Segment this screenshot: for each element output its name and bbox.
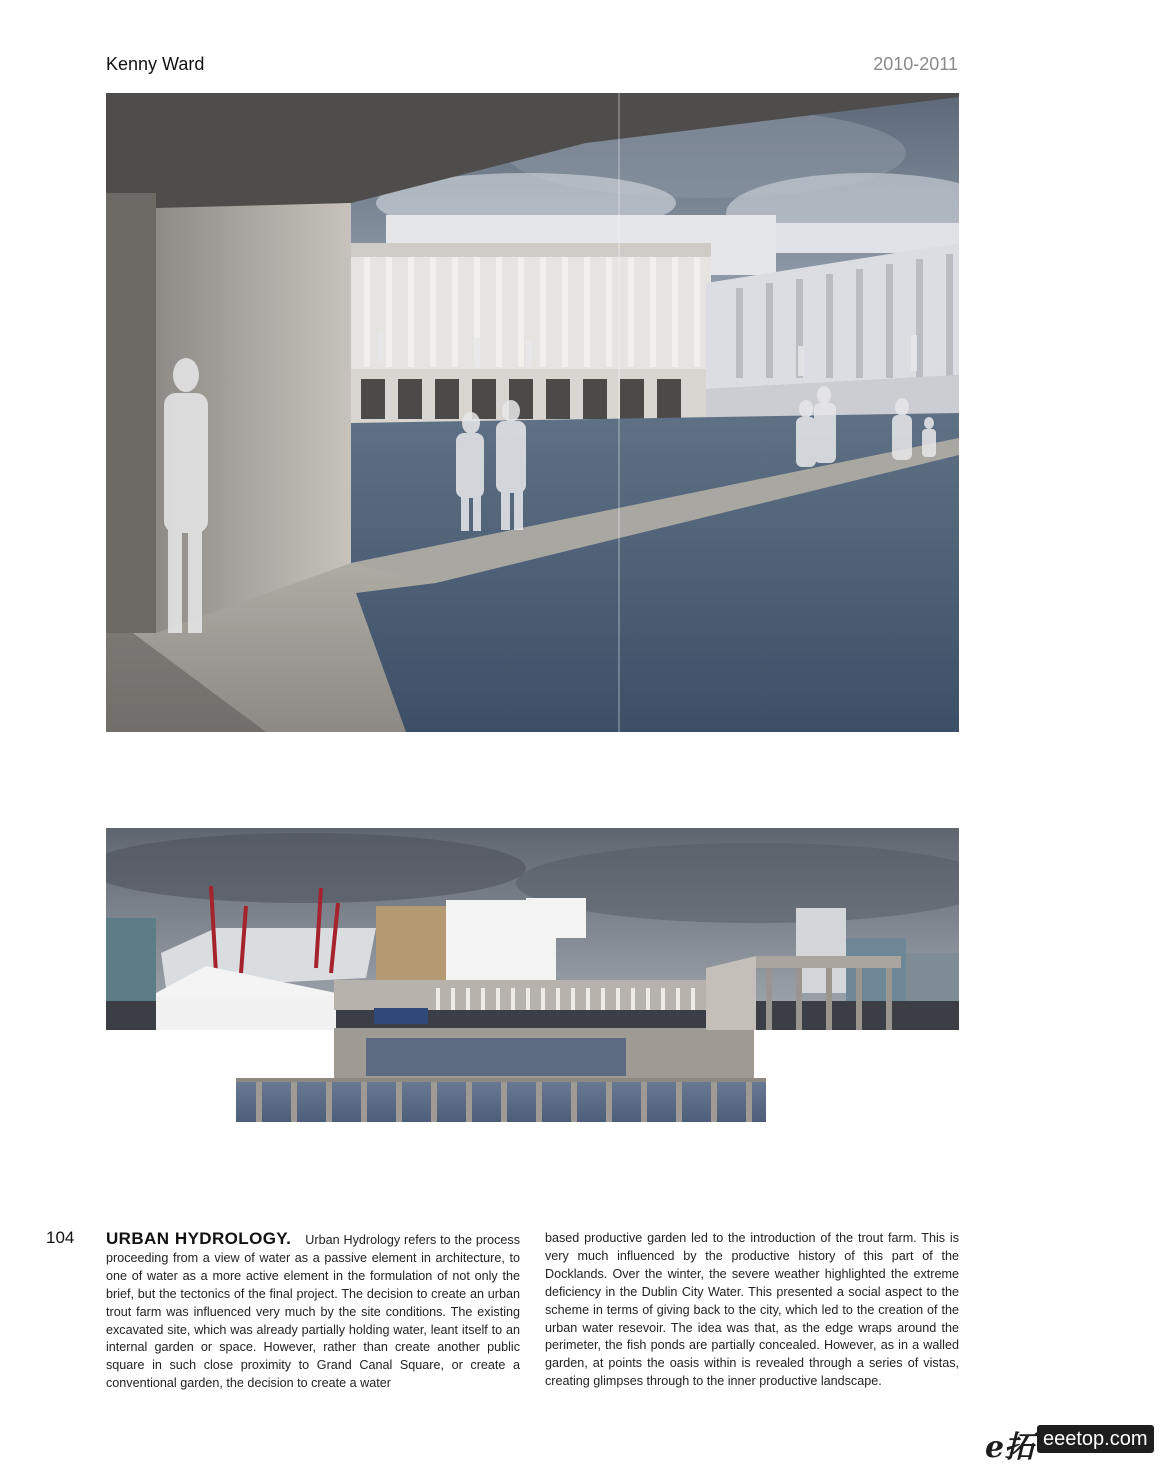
perspective-render-image xyxy=(106,93,959,732)
header-author: Kenny Ward xyxy=(106,54,205,74)
body-text-left: Urban Hydrology refers to the process proceeding from a view of water as a passive element in architecture, to one of water as a more active element in the formulation of not only the brief, but the tectonics of the final project. The decision to create an urban trout farm was influenced very much by the site conditions. The existing excavated site, which was already partially holding water, leant itself to an internal garden or space. However, rather than create another public square in such close proximity to Grand Canal Square, or create a conventional garden, the decision to create a water xyxy=(106,1233,520,1391)
body-text-column-right: based productive garden led to the introduction of the trout farm. This is very much influenced by the productive history of this part of the Docklands. Over the winter, the severe weather highlighted the extreme deficiency in the Dublin City Water. This presented a social aspect to the scheme in terms of giving back to the city, which led to the creation of the urban water resevoir. The idea was that, as the edge wraps around the perimeter, the fish ponds are partially concealed. However, as in a walled garden, at points the oasis within is revealed through a series of vistas, creating glimpses through to the inner productive landscape. xyxy=(545,1231,959,1389)
site-section-image xyxy=(106,828,959,1124)
watermark-site: eeetop.com xyxy=(1037,1425,1154,1453)
watermark-logo: e拓 xyxy=(985,1430,1035,1465)
page-number: 104 xyxy=(46,1228,75,1247)
section-heading: URBAN HYDROLOGY. xyxy=(106,1229,292,1248)
header-year: 2010-2011 xyxy=(873,54,958,74)
watermark xyxy=(985,1422,1157,1465)
body-text-column-left xyxy=(106,1230,520,1393)
